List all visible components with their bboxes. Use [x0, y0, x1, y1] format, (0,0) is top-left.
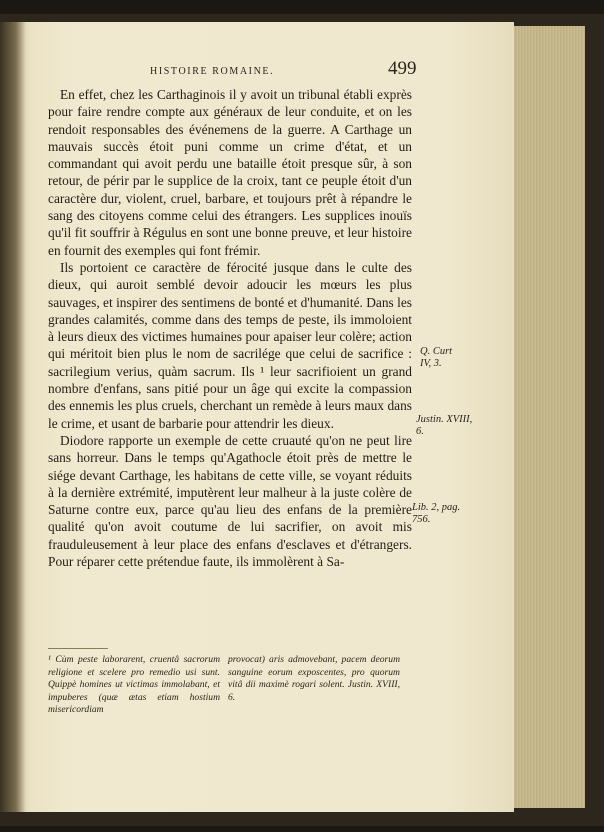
gutter-shadow — [0, 22, 26, 812]
running-title: HISTOIRE ROMAINE. — [150, 66, 275, 77]
margin-note-diodore: Lib. 2, pag. 756. — [412, 502, 461, 525]
page-header — [150, 58, 450, 86]
footnote-rule — [48, 648, 108, 649]
page-number: 499 — [388, 58, 417, 79]
main-text — [48, 86, 412, 570]
margin-note-justin: Justin. XVIII, 6. — [416, 414, 473, 437]
paragraph-3: Diodore rapporte un exemple de cette cruauté qu'on ne peut lire sans horreur. Dans le temps qu'Agathocle étoit près de mettre le siége devant Carthage, les habitans de cette ville, se voyant réduits à la dernière extrémité, imputèrent leur malheur à la juste colère de Saturne contre eux, parce qu'au lieu des enfans de la première qualité qu'on avoit coutume de lui sacrifier, on avoit mis frauduleusement à leur place des enfans d'esclaves et d'étrangers. Pour réparer cette prétendue faute, ils immolèrent à Sa- — [48, 432, 412, 570]
footnote-left-column: ¹ Cùm peste laborarent, cruentâ sacrorum religione et scelere pro remedio usi sunt. Quippè homines ut victimas immolabant, et impuberes (quæ ætas etiam hostium misericordiam — [48, 654, 220, 716]
paragraph-1: En effet, chez les Carthaginois il y avoit un tribunal établi exprès pour faire rendre compte aux généraux de leur conduite, et on les rendoit responsables des événemens de la guerre. A Carthage un mauvais succès étoit puni comme un crime d'état, et un commandant qui avoit perdu une bataille étoit presque sûr, à son retour, de périr par le supplice de la croix, tant ce peuple étoit d'un caractère dur, violent, cruel, barbare, et toujours prêt à répandre le sang des citoyens comme celui des étrangers. Les supplices inouïs qu'il fit souffrir à Régulus en sont une bonne preuve, et leur histoire en fournit des exemples qui font frémir. — [48, 87, 412, 258]
footnote-right-column: provocat) aris admovebant, pacem deorum sanguine eorum exposcentes, pro quorum vitâ dii maximè rogari solent. Justin. XVIII, 6. — [228, 654, 400, 703]
margin-note-curt: Q. Curt IV, 3. — [420, 346, 453, 369]
footnotes — [48, 654, 412, 714]
paragraph-2: Ils portoient ce caractère de férocité jusque dans le culte des dieux, qui auroit semblé devoir adoucir les mœurs les plus sauvages, et inspirer des sentimens de bonté et d'humanité. Dans les grandes calamités, comme dans des temps de peste, ils immoloient à leurs dieux des victimes humaines pour apaiser leur colère; action qui méritoit bien plus le nom de sacrilége que celui de sacrifice : sacrilegium verius, quàm sacrum. Ils ¹ leur sacrifioient un grand nombre d'enfans, sans pitié pour un âge qui excite la compassion des ennemis les plus cruels, cherchant un remède à leurs maux dans le crime, et usant de barbarie pour attendrir les dieux. — [48, 259, 412, 431]
page-edges — [508, 26, 585, 808]
